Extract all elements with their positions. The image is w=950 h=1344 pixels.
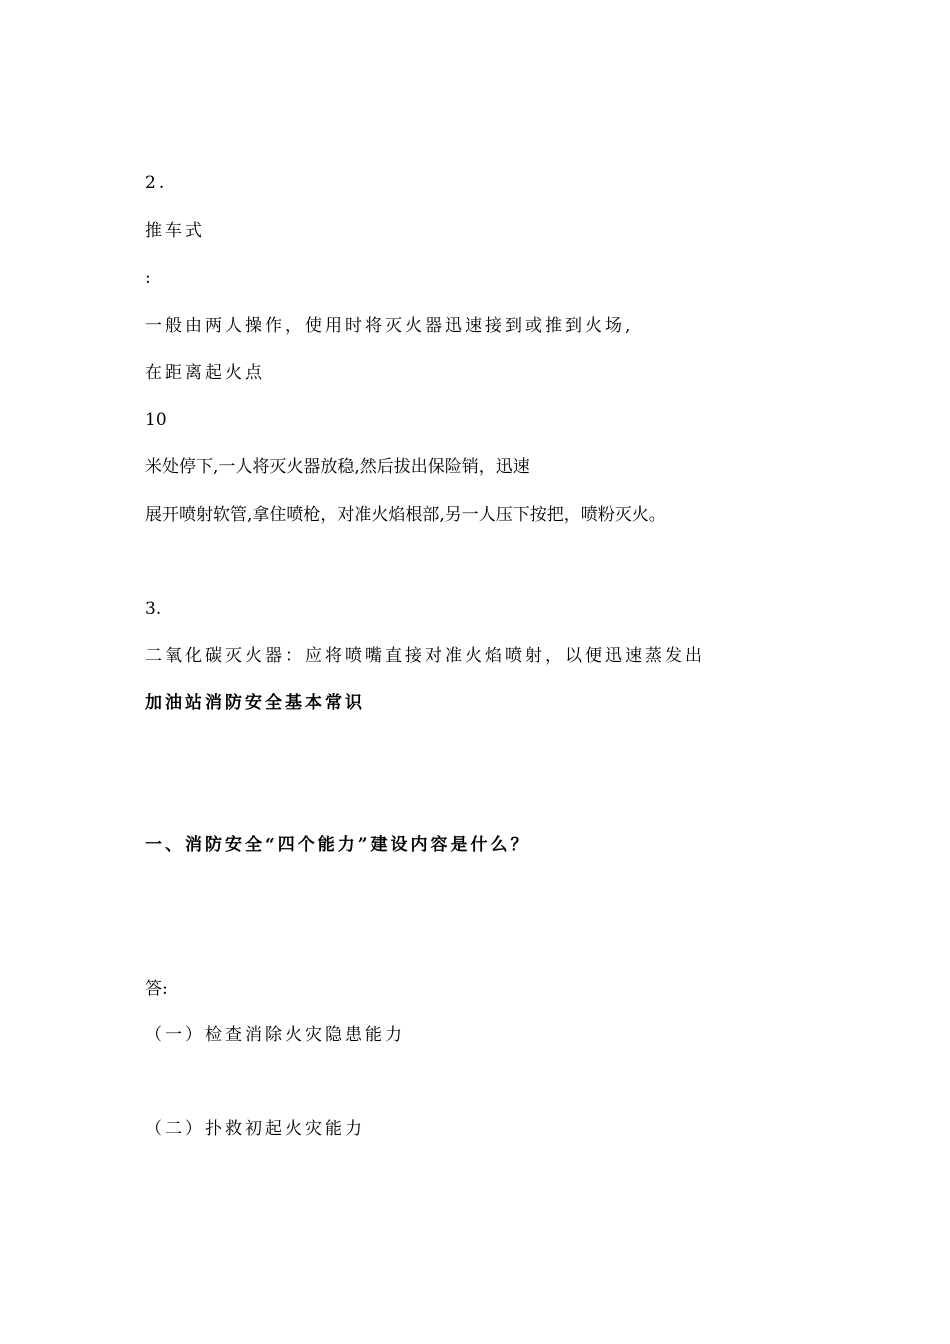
item-number-2: 2.: [145, 173, 168, 193]
document-title: 加油站消防安全基本常识: [145, 693, 365, 713]
answer-item: （二）扑救初起火灾能力: [145, 1119, 365, 1139]
paragraph-line: 米处停下,一人将灭火器放稳,然后拔出保险销，迅速: [145, 457, 530, 477]
paragraph-line: 一般由两人操作，使用时将灭火器迅速接到或推到火场,: [145, 316, 634, 336]
paragraph-line: :: [145, 268, 151, 288]
section-heading: 一、消防安全“四个能力”建设内容是什么？: [145, 835, 531, 855]
paragraph-line: 10: [145, 410, 167, 430]
answer-item: （一）检查消除火灾隐患能力: [145, 1025, 405, 1045]
paragraph-line: 推车式: [145, 221, 205, 241]
paragraph-line: 二氧化碳灭火器：应将喷嘴直接对准火焰喷射，以便迅速蒸发出: [145, 646, 705, 666]
answer-label: 答:: [145, 979, 168, 999]
paragraph-line: 展开喷射软管,拿住喷枪，对准火焰根部,另一人压下按把，喷粉灭火。: [145, 505, 666, 525]
paragraph-line: 在距离起火点: [145, 363, 265, 383]
item-number-3: 3.: [145, 599, 162, 619]
